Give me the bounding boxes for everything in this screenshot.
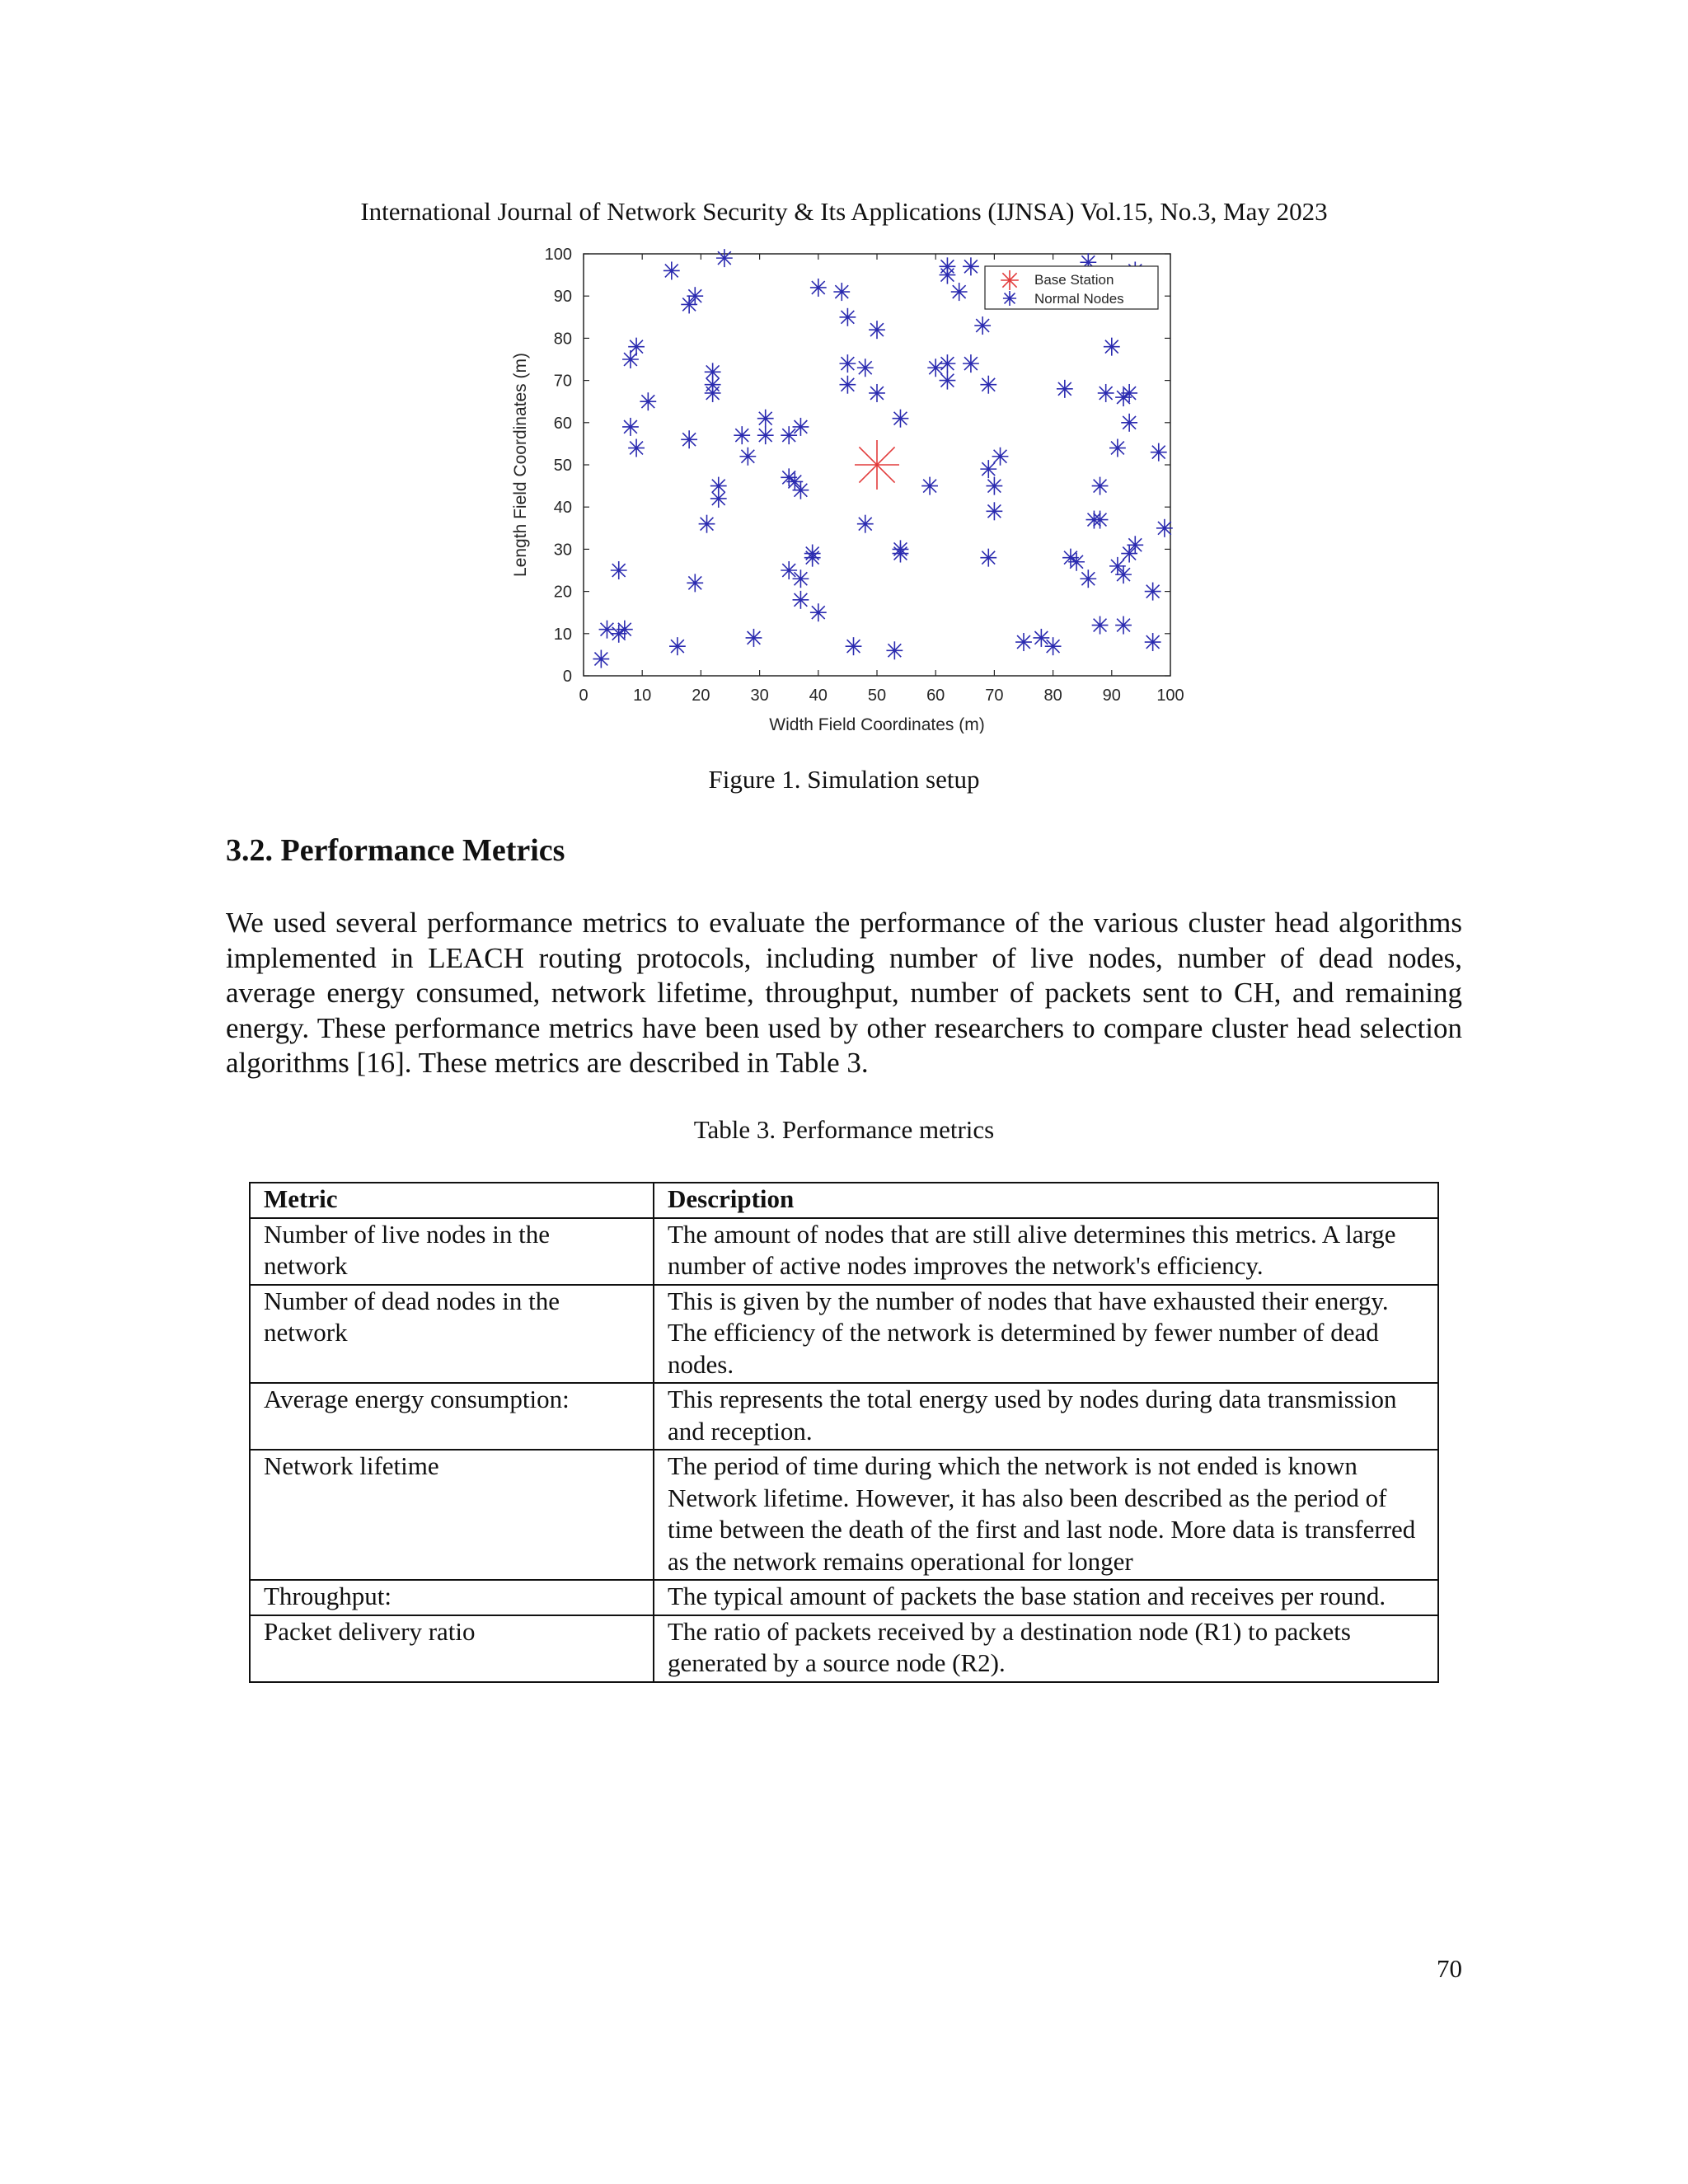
x-tick-label: 100 [1156, 687, 1184, 705]
normal-node-marker [869, 321, 885, 339]
y-tick-label: 70 [553, 372, 572, 391]
x-tick-label: 70 [985, 687, 1004, 705]
y-tick-label: 30 [553, 541, 572, 560]
description-cell: This represents the total energy used by nodes during data transmission and reception. [654, 1383, 1438, 1450]
table-row [250, 1615, 1438, 1682]
normal-node-marker [840, 376, 856, 394]
y-tick-label: 50 [553, 457, 572, 475]
normal-node-marker [940, 354, 956, 373]
table-caption: Table 3. Performance metrics [693, 1115, 995, 1144]
table-header-row [250, 1183, 1438, 1218]
normal-node-marker [1104, 338, 1120, 356]
table-header-cell: Description [654, 1183, 1438, 1218]
normal-node-marker [687, 574, 703, 592]
y-tick-label: 10 [553, 625, 572, 644]
normal-node-marker [757, 426, 774, 444]
normal-node-marker [628, 439, 645, 457]
x-tick-label: 20 [692, 687, 710, 705]
normal-node-marker [1045, 637, 1062, 655]
normal-node-marker [987, 477, 1003, 495]
x-tick-label: 80 [1043, 687, 1062, 705]
table-row [250, 1285, 1438, 1384]
page-number: 70 [1437, 1954, 1462, 1983]
normal-node-marker [857, 359, 874, 377]
normal-node-marker [617, 621, 633, 639]
normal-node-marker [663, 261, 680, 279]
legend-label: Normal Nodes [1034, 291, 1124, 307]
y-tick-label: 60 [553, 414, 572, 433]
description-cell: The period of time during which the network is not ended is known Network lifetime. However, it has also been described as the period of time between the death of the first and last node. More data is transferred as the network remains operational for longer [654, 1450, 1438, 1580]
normal-node-marker [1156, 519, 1173, 537]
normal-node-marker [833, 283, 850, 301]
y-tick-label: 90 [553, 288, 572, 307]
figure-caption: Figure 1. Simulation setup [708, 765, 980, 794]
normal-node-marker [734, 426, 750, 444]
y-axis-label: Length Field Coordinates (m) [511, 353, 530, 577]
normal-node-marker [739, 448, 756, 466]
normal-node-marker [640, 392, 656, 410]
legend-base-station-icon [1001, 270, 1019, 290]
normal-node-marker [1151, 443, 1167, 462]
normal-node-marker [1068, 553, 1085, 571]
description-cell: This is given by the number of nodes that have exhausted their energy. The efficiency of the network is determined by fewer number of dead nodes. [654, 1285, 1438, 1384]
normal-node-marker [1098, 384, 1114, 402]
normal-node-marker [699, 515, 715, 533]
normal-node-marker [893, 410, 909, 428]
normal-node-marker [857, 515, 874, 533]
normal-node-marker [757, 410, 774, 428]
normal-node-marker [781, 561, 797, 579]
normal-node-marker [1080, 569, 1096, 588]
normal-node-marker [840, 308, 856, 326]
metric-cell: Network lifetime [250, 1450, 654, 1580]
normal-node-marker [705, 384, 721, 402]
y-tick-label: 40 [553, 499, 572, 518]
x-tick-label: 30 [750, 687, 769, 705]
x-tick-label: 10 [633, 687, 652, 705]
normal-node-marker [1109, 439, 1126, 457]
normal-node-marker [622, 418, 639, 436]
normal-node-marker [1127, 536, 1143, 554]
normal-node-marker [793, 569, 809, 588]
normal-node-marker [1145, 633, 1161, 651]
normal-node-marker [1092, 511, 1109, 529]
table-row [250, 1580, 1438, 1615]
normal-node-marker [681, 430, 697, 448]
normal-node-marker [810, 279, 827, 297]
table-row [250, 1218, 1438, 1285]
normal-node-marker [1092, 616, 1109, 635]
metric-cell: Throughput: [250, 1580, 654, 1615]
normal-node-marker [1033, 629, 1049, 647]
normal-node-marker [622, 350, 639, 368]
y-tick-label: 20 [553, 583, 572, 602]
normal-node-marker [793, 418, 809, 436]
x-tick-label: 0 [579, 687, 588, 705]
metric-cell: Average energy consumption: [250, 1383, 654, 1450]
metrics-table [249, 1182, 1439, 1683]
y-tick-label: 100 [544, 246, 572, 264]
y-tick-label: 80 [553, 330, 572, 349]
x-tick-label: 90 [1102, 687, 1121, 705]
normal-node-marker [716, 249, 733, 267]
x-tick-label: 60 [926, 687, 945, 705]
legend-label: Base Station [1034, 272, 1114, 288]
x-axis-label: Width Field Coordinates (m) [769, 715, 985, 733]
normal-node-marker [980, 376, 996, 394]
section-heading: 3.2. Performance Metrics [226, 833, 565, 868]
normal-node-marker [1015, 633, 1032, 651]
normal-node-marker [687, 287, 703, 305]
normal-node-marker [869, 384, 885, 402]
body-paragraph: We used several performance metrics to evaluate the performance of the various cluster head algorithms implemented in LEACH routing protocols, including number of live nodes, number of dead nodes, average energy consumed, network lifetime, throughput, number of packets sent to CH, and remaining energy. These performance metrics have been used by other researchers to compare cluster head selection algorithms [16]. These metrics are described in Table 3. [226, 907, 1462, 1079]
normal-node-marker [1121, 384, 1137, 402]
description-cell: The amount of nodes that are still alive determines this metrics. A large number of active nodes improves the network's efficiency. [654, 1218, 1438, 1285]
table-row [250, 1383, 1438, 1450]
journal-header: International Journal of Network Security & Its Applications (IJNSA) Vol.15, No.3, May 2023 [360, 197, 1328, 226]
metric-cell: Number of live nodes in the network [250, 1218, 654, 1285]
metric-cell: Packet delivery ratio [250, 1615, 654, 1682]
normal-node-marker [893, 545, 909, 563]
normal-node-marker [987, 502, 1003, 520]
normal-node-marker [593, 650, 609, 668]
normal-node-marker [793, 591, 809, 609]
x-tick-label: 40 [809, 687, 828, 705]
description-cell: The typical amount of packets the base station and receives per round. [654, 1580, 1438, 1615]
normal-node-marker [840, 354, 856, 373]
legend-normal-nodes-icon [1003, 291, 1016, 306]
table-header-cell: Metric [250, 1183, 654, 1218]
normal-node-marker [980, 549, 996, 567]
normal-node-marker [940, 257, 956, 275]
normal-node-marker [1115, 616, 1132, 635]
normal-node-marker [921, 477, 938, 495]
scatter-chart [511, 239, 1195, 733]
normal-node-marker [669, 637, 686, 655]
normal-node-marker [963, 354, 979, 373]
normal-node-marker [974, 316, 991, 335]
normal-node-marker [1121, 414, 1137, 432]
normal-node-marker [1057, 380, 1073, 398]
normal-node-marker [886, 641, 903, 659]
normal-node-marker [940, 372, 956, 390]
normal-node-marker [599, 621, 616, 639]
table-row [250, 1450, 1438, 1580]
normal-node-marker [810, 603, 827, 621]
normal-node-marker [1092, 477, 1109, 495]
normal-node-marker [793, 481, 809, 499]
normal-node-marker [746, 629, 762, 647]
normal-node-marker [611, 561, 627, 579]
normal-node-marker [1145, 583, 1161, 601]
x-tick-label: 50 [867, 687, 887, 705]
normal-node-marker [710, 490, 727, 508]
normal-node-marker [963, 257, 979, 275]
normal-node-marker [951, 283, 968, 301]
description-cell: The ratio of packets received by a destination node (R1) to packets generated by a source node (R2). [654, 1615, 1438, 1682]
metric-cell: Number of dead nodes in the network [250, 1285, 654, 1384]
y-tick-label: 0 [562, 668, 572, 686]
normal-node-marker [781, 426, 797, 444]
normal-node-marker [992, 448, 1009, 466]
normal-node-marker [804, 549, 821, 567]
normal-node-marker [846, 637, 862, 655]
normal-node-marker [1115, 565, 1132, 583]
